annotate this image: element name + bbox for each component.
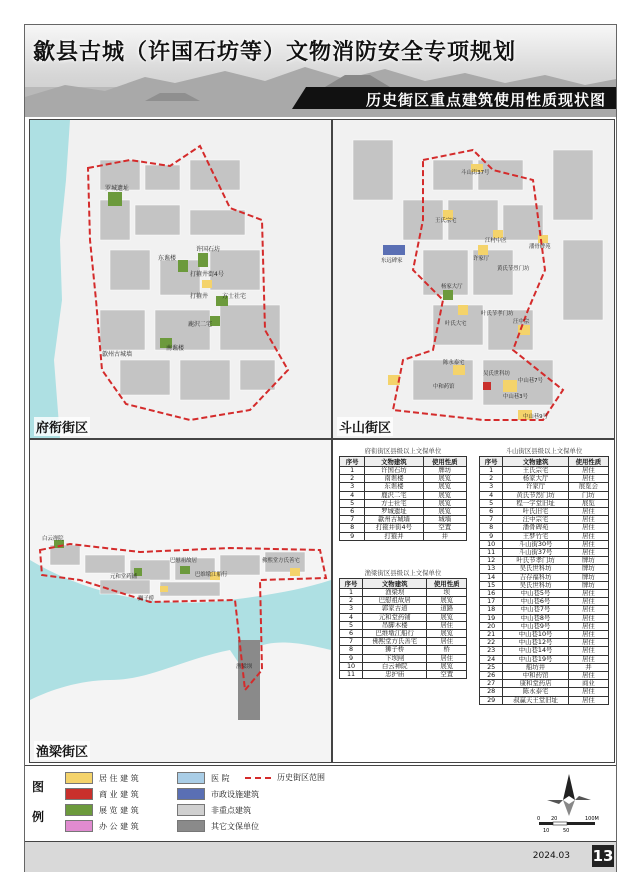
table-cell: 牌坊 (568, 557, 608, 565)
table-cell: 3 (340, 483, 365, 491)
table-cell: 19 (480, 614, 503, 622)
table-cell: 展览 (423, 483, 466, 491)
label-ds37: 斗山街37号 (461, 170, 490, 176)
table-cell: 居住 (568, 696, 608, 704)
table-cell: 居住 (568, 516, 608, 524)
table-cell: 中山巷12号 (503, 639, 568, 647)
table-cell: 7 (480, 516, 503, 524)
table-cell: 1 (340, 589, 363, 597)
legend-label: 商 业 建 筑 (99, 789, 139, 799)
table-header-row (480, 457, 609, 467)
doushan-table-caption: 斗山街区县级以上文保单位 (505, 447, 583, 455)
table-cell: 展览 (427, 613, 467, 621)
page-number: 13 (592, 847, 614, 865)
table-cell: 门坊 (568, 491, 608, 499)
table-cell: 中山巷10号 (503, 631, 568, 639)
table-cell: 打箍井 (365, 532, 423, 540)
label-baiyun: 白云禅院 (42, 536, 64, 542)
label-dagujing4: 打箍井街4号 (190, 271, 224, 278)
table-cell: 居住 (568, 532, 608, 540)
table-cell: 居住 (568, 590, 608, 598)
title-banner (25, 25, 616, 117)
legend-commercial (65, 788, 139, 800)
map-title: 歙县古城（许国石坊等）文物消防安全专项规划 (33, 40, 517, 65)
label-baweizu: 巴慰祖故居 (170, 558, 197, 564)
table-cell: 1 (340, 467, 365, 475)
table-cell: 桥 (427, 646, 467, 654)
table-cell: 居住 (568, 598, 608, 606)
table-cell: 叔赢天王堂旧址 (503, 696, 568, 704)
table-row (480, 647, 609, 655)
table-cell: 25 (480, 663, 503, 671)
table-header-cell: 序号 (340, 457, 365, 467)
label-chenyongtai: 陈永泰宅 (443, 360, 465, 366)
doushan-map-panel (332, 119, 615, 439)
table-cell: 居住 (427, 638, 467, 646)
xuguo-arch-mark (198, 253, 208, 267)
table-row (340, 524, 467, 532)
table-row (340, 605, 467, 613)
table-cell: 杨家大厅 (503, 475, 568, 483)
doushan-district-label: 斗山街区 (337, 417, 393, 436)
table-cell: 中山巷19号 (503, 655, 568, 663)
table-cell: 巴慰祖故居 (363, 597, 427, 605)
table-cell: 歙州古城墙 (365, 516, 423, 524)
table-row (340, 671, 467, 679)
table-cell: 9 (340, 654, 363, 662)
other-heritage-swatch (177, 820, 205, 832)
table-cell: 2 (340, 597, 363, 605)
table-cell: 7 (340, 638, 363, 646)
legend-label: 市政设施建筑 (211, 789, 259, 799)
label-foxi: 佛熙堂方氏善宅 (262, 558, 300, 564)
legend-label: 医 院 (211, 773, 230, 783)
doushan-heritage-table (479, 446, 609, 705)
table-cell: 元和堂药铺 (363, 613, 427, 621)
table-cell: 白云禅院 (363, 662, 427, 670)
table-cell: 4 (340, 613, 363, 621)
legend-label: 非重点建筑 (211, 805, 251, 815)
table-header-cell: 使用性质 (427, 579, 467, 589)
table-cell: 9 (340, 532, 365, 540)
table-cell: 吴氏世科坊 (503, 581, 568, 589)
table-header-cell: 文物建筑 (365, 457, 423, 467)
table-cell: 吉存福科坊 (503, 573, 568, 581)
table-cell: 居住 (568, 672, 608, 680)
table-cell: 3 (480, 483, 503, 491)
table-cell: 14 (480, 573, 503, 581)
table-cell: 居住 (568, 467, 608, 475)
table-cell: 11 (480, 549, 503, 557)
table-cell: 18 (480, 606, 503, 614)
label-chengqiang: 歙州古城墙 (102, 351, 133, 358)
table-cell: 11 (340, 671, 363, 679)
scale-bar (537, 816, 599, 834)
legend-label: 其它文保单位 (211, 821, 259, 831)
table-cell: 牌坊 (568, 573, 608, 581)
table-cell: 中山巷9号 (503, 622, 568, 630)
municipal-building-mark (383, 245, 405, 255)
fujie-heritage-table (339, 446, 467, 541)
weir-structure (238, 640, 260, 720)
legend-municipal (177, 788, 259, 800)
legend-title: 图例 (31, 780, 44, 824)
table-header-cell: 使用性质 (568, 457, 608, 467)
table-row (480, 524, 609, 532)
table-cell: 狮子桥 (363, 646, 427, 654)
hospital-swatch (177, 772, 205, 784)
luocheng-ruins-mark (108, 192, 122, 206)
table-row (340, 646, 467, 654)
table-cell: 中山巷5号 (503, 590, 568, 598)
table-cell: 程一字堂旧址 (503, 499, 568, 507)
table-cell: 10 (340, 662, 363, 670)
label-pangu: 潘骨碑苑 (529, 244, 551, 250)
north-arrow-icon (547, 774, 591, 816)
legend-label: 历史街区范围 (277, 773, 325, 782)
table-cell: 商业 (568, 680, 608, 688)
table-cell: 渔梁坝 (363, 589, 427, 597)
legend (25, 765, 616, 838)
label-jiangcun: 江村中医 (485, 238, 507, 244)
table-cell: 居住 (568, 631, 608, 639)
date-label: 2024.03 (532, 851, 570, 861)
table-cell: 4 (480, 491, 503, 499)
nonkey-swatch (177, 804, 205, 816)
table-cell: 15 (480, 581, 503, 589)
table-cell: 方士社宅 (365, 499, 423, 507)
table-cell: 郭家古道 (363, 605, 427, 613)
table-cell: 南谯楼 (365, 475, 423, 483)
table-cell: 17 (480, 598, 503, 606)
table-cell: 6 (480, 508, 503, 516)
yuliang-map-panel (29, 439, 332, 763)
table-cell: 13 (480, 565, 503, 573)
table-header-row (340, 579, 467, 589)
table-cell: 21 (480, 631, 503, 639)
table-cell: 9 (480, 532, 503, 540)
scale-tick: 20 (551, 816, 558, 822)
table-cell: 下坝闸 (363, 654, 427, 662)
scale-tick: 10 (543, 828, 550, 834)
table-cell: 居住 (568, 475, 608, 483)
table-row (480, 565, 609, 573)
table-header-row (340, 457, 467, 467)
table-header-cell: 文物建筑 (503, 457, 568, 467)
scale-tick: 100M (585, 816, 599, 822)
table-cell: 6 (340, 630, 363, 638)
legend-label: 居 住 建 筑 (99, 773, 139, 783)
table-cell: 王梦竹宅 (503, 532, 568, 540)
table-cell: 居住 (568, 614, 608, 622)
table-cell: 3 (340, 605, 363, 613)
legend-office (65, 820, 139, 832)
table-cell: 中山巷6号 (503, 598, 568, 606)
label-yangjia: 杨家大厅 (441, 284, 463, 290)
legend-nonkey (177, 804, 251, 816)
label-wangshi: 王氏宗宅 (435, 218, 457, 224)
table-cell: 20 (480, 622, 503, 630)
table-cell: 中山巷14号 (503, 647, 568, 655)
scale-tick: 50 (563, 828, 570, 834)
label-yuanhe: 元和堂药铺 (110, 574, 137, 580)
table-row (480, 606, 609, 614)
legend-other-heritage (177, 820, 259, 832)
doushan-map (333, 120, 614, 438)
table-header-cell: 使用性质 (423, 457, 466, 467)
table-cell: 展览 (423, 499, 466, 507)
table-cell: 展览 (427, 662, 467, 670)
table-cell: 居住 (568, 622, 608, 630)
table-cell: 牌坊 (568, 581, 608, 589)
dagujing-4-mark (202, 280, 212, 288)
table-cell: 空置 (423, 524, 466, 532)
table-cell: 6 (340, 508, 365, 516)
legend-label: 办 公 建 筑 (99, 821, 139, 831)
table-cell: 展览 (427, 597, 467, 605)
table-cell: 王氏宗宅 (503, 467, 568, 475)
table-cell: 吊脚木楼 (363, 621, 427, 629)
table-cell: 8 (340, 524, 365, 532)
table-cell: 巴维墩江船行 (363, 630, 427, 638)
legend-boundary (245, 772, 325, 783)
table-row (340, 483, 467, 491)
fujie-map-panel (29, 119, 332, 439)
table-cell: 陈永泰宅 (503, 688, 568, 696)
legend-label: 展 览 建 筑 (99, 805, 139, 815)
table-cell: 居住 (568, 549, 608, 557)
table-cell: 26 (480, 672, 503, 680)
label-zs7: 中山巷7号 (518, 378, 543, 384)
table-cell: 2 (480, 475, 503, 483)
map-subtitle: 历史街区重点建筑使用性质现状图 (365, 91, 606, 109)
table-cell: 黄氏节烈门坊 (503, 491, 568, 499)
label-zhonghe: 中和药馆 (433, 384, 455, 390)
label-nanqiao: 南谯楼 (166, 345, 185, 352)
table-cell: 展览 (423, 475, 466, 483)
table-cell: 5 (340, 621, 363, 629)
table-cell: 忠护庙 (363, 671, 427, 679)
table-cell: 居住 (568, 508, 608, 516)
table-cell: 牌坊 (568, 565, 608, 573)
table-cell: 5 (480, 499, 503, 507)
table-cell: 29 (480, 696, 503, 704)
table-cell: 28 (480, 688, 503, 696)
label-xuguo: 许国石坊 (196, 246, 221, 253)
table-header-cell: 序号 (480, 457, 503, 467)
table-cell: 居住 (568, 655, 608, 663)
table-cell: 斗山街30号 (503, 540, 568, 548)
table-cell: 罗城遗址 (365, 508, 423, 516)
label-dagujing: 打箍井 (190, 293, 209, 300)
label-yuliangba: 渔梁坝 (236, 664, 253, 670)
table-cell: 居住 (568, 540, 608, 548)
label-zs9: 中山巷9号 (523, 414, 548, 420)
table-cell: 城墙 (423, 516, 466, 524)
exhibition-building-mark (443, 290, 453, 300)
table-cell: 井 (423, 532, 466, 540)
fujie-district-label: 府衔街区 (34, 417, 90, 436)
table-cell: 16 (480, 590, 503, 598)
table-cell: 井 (568, 663, 608, 671)
table-header-cell: 序号 (340, 579, 363, 589)
office-swatch (65, 820, 93, 832)
label-luze: 鹿沢二宅 (188, 321, 213, 328)
table-cell: 居住 (568, 639, 608, 647)
yuliang-table-caption: 渔梁街区县级以上文保单位 (364, 569, 442, 577)
table-cell: 23 (480, 647, 503, 655)
residential-swatch (65, 772, 93, 784)
table-cell: 居住 (427, 621, 467, 629)
table-cell: 展览会 (568, 483, 608, 491)
table-cell: 4 (340, 491, 365, 499)
table-row (340, 532, 467, 540)
label-yeshi-gate: 叶氏节孝门坊 (481, 311, 514, 317)
table-cell: 5 (340, 499, 365, 507)
label-huangshi: 黄氏节烈门坊 (497, 266, 530, 272)
label-dongyuan: 东远碑家 (381, 258, 403, 264)
table-cell: 24 (480, 655, 503, 663)
label-xujiating: 许家厅 (473, 256, 490, 262)
label-baweidun: 巴维墩江船行 (195, 572, 228, 578)
table-cell: 佛熙堂方氏善宅 (363, 638, 427, 646)
legend-residential (65, 772, 139, 784)
table-row (480, 696, 609, 704)
table-cell: 汪中宗宅 (503, 516, 568, 524)
fujie-table-caption: 府衔街区县级以上文保单位 (364, 447, 442, 455)
table-cell: 22 (480, 639, 503, 647)
yuliang-district-label: 渔梁街区 (34, 741, 90, 760)
table-cell: 斗山街37号 (503, 549, 568, 557)
table-row (480, 688, 609, 696)
table-cell: 12 (480, 557, 503, 565)
table-cell: 居住 (568, 688, 608, 696)
table-cell: 潘骨碑苑 (503, 524, 568, 532)
table-cell: 许家厅 (503, 483, 568, 491)
commercial-building-mark (483, 382, 491, 390)
label-wangzhong: 汪中宗 (513, 319, 530, 325)
north-arrow-and-scale (529, 770, 609, 836)
dongqiao-tower-mark (178, 260, 188, 272)
footer-bar (25, 841, 616, 872)
table-cell: 坝 (427, 589, 467, 597)
table-cell: 打箍井街4号 (365, 524, 423, 532)
fujie-map (30, 120, 331, 438)
table-cell: 东谯楼 (365, 483, 423, 491)
table-cell: 中山巷7号 (503, 606, 568, 614)
table-cell: 吴氏世科坊 (503, 565, 568, 573)
table-cell: 居住 (568, 524, 608, 532)
table-cell: 居住 (568, 647, 608, 655)
boundary-swatch (245, 777, 271, 779)
table-cell: 7 (340, 516, 365, 524)
municipal-swatch (177, 788, 205, 800)
table-cell: 27 (480, 680, 503, 688)
table-cell: 8 (340, 646, 363, 654)
table-cell: 10 (480, 540, 503, 548)
table-cell: 康和堂药店 (503, 680, 568, 688)
table-cell: 8 (480, 524, 503, 532)
table-header-cell: 文物建筑 (363, 579, 427, 589)
label-fangshi: 方士社宅 (222, 293, 247, 300)
table-cell: 展览 (427, 630, 467, 638)
label-dongqiao: 东谯楼 (158, 255, 177, 262)
label-luocheng: 罗城遗址 (105, 185, 130, 192)
table-cell: 中山巷8号 (503, 614, 568, 622)
label-zs3: 中山巷3号 (503, 394, 528, 400)
table-row (480, 483, 609, 491)
legend-exhibition (65, 804, 139, 816)
table-cell: 船坊井 (503, 663, 568, 671)
table-cell: 叶氏旧宅 (503, 508, 568, 516)
table-cell: 展览 (423, 508, 466, 516)
yuliang-heritage-table (339, 568, 467, 679)
label-yeshi: 叶氏大宅 (445, 321, 467, 327)
table-cell: 鹿沢二宅 (365, 491, 423, 499)
label-wushi: 吴氏世科坊 (483, 371, 510, 377)
exhibition-swatch (65, 804, 93, 816)
table-cell: 展览 (568, 499, 608, 507)
table-cell: 空置 (427, 671, 467, 679)
table-cell: 叶氏节孝门坊 (503, 557, 568, 565)
table-cell: 中和药馆 (503, 672, 568, 680)
commercial-swatch (65, 788, 93, 800)
table-cell: 居住 (568, 606, 608, 614)
legend-hospital (177, 772, 230, 784)
subtitle-bar (306, 87, 616, 109)
label-shizi: 狮子桥 (138, 596, 155, 602)
table-cell: 居住 (427, 654, 467, 662)
table-cell: 2 (340, 475, 365, 483)
table-cell: 1 (480, 467, 503, 475)
yuliang-map (30, 440, 331, 762)
table-cell: 展览 (423, 491, 466, 499)
map-sheet (24, 24, 617, 872)
tables-panel (332, 439, 615, 763)
table-cell: 道路 (427, 605, 467, 613)
scale-tick: 0 (537, 816, 541, 822)
table-cell: 许国石坊 (365, 467, 423, 475)
table-cell: 牌坊 (423, 467, 466, 475)
